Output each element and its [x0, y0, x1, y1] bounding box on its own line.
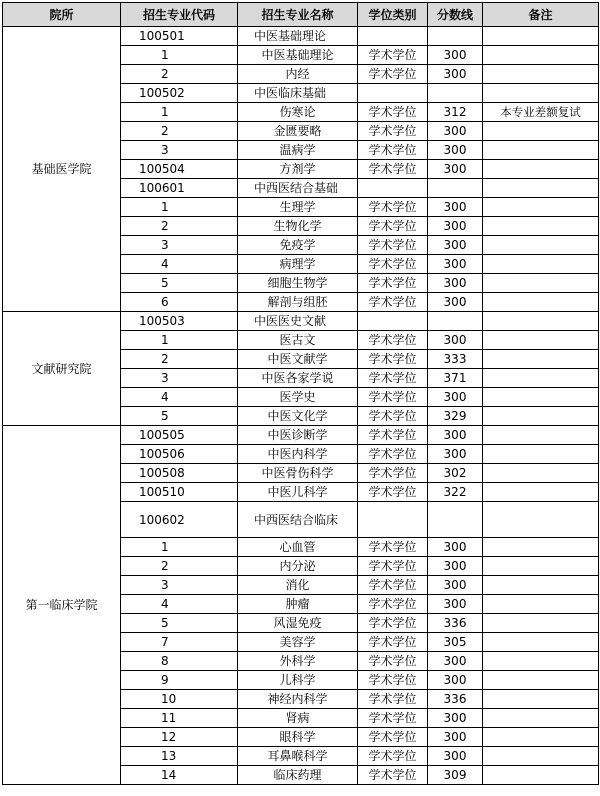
header-major-code: 招生专业代码: [121, 3, 238, 27]
note-cell: [483, 179, 599, 198]
score-line-cell: 300: [428, 557, 483, 576]
major-code-cell: 100508: [121, 464, 238, 483]
major-name-cell: 温病学: [238, 141, 358, 160]
major-code-cell: 10: [121, 690, 238, 709]
degree-type-cell: 学术学位: [358, 671, 428, 690]
score-line-cell: 300: [428, 728, 483, 747]
note-cell: [483, 614, 599, 633]
degree-type-cell: [358, 179, 428, 198]
major-code-cell: 2: [121, 65, 238, 84]
major-code-cell: 100502: [121, 84, 238, 103]
major-code-cell: 1: [121, 103, 238, 122]
score-line-cell: 300: [428, 576, 483, 595]
degree-type-cell: 学术学位: [358, 557, 428, 576]
score-line-cell: 302: [428, 464, 483, 483]
header-degree-type: 学位类别: [358, 3, 428, 27]
header-note: 备注: [483, 3, 599, 27]
admission-score-table: [2, 2, 599, 785]
score-line-cell: 300: [428, 274, 483, 293]
degree-type-cell: 学术学位: [358, 633, 428, 652]
score-line-cell: [428, 502, 483, 538]
degree-type-cell: 学术学位: [358, 331, 428, 350]
institute-cell: 基础医学院: [3, 27, 121, 312]
note-cell: [483, 27, 599, 46]
major-name-cell: 中医文化学: [238, 407, 358, 426]
score-line-cell: 300: [428, 217, 483, 236]
score-line-cell: 333: [428, 350, 483, 369]
major-code-cell: 100506: [121, 445, 238, 464]
major-code-cell: 7: [121, 633, 238, 652]
degree-type-cell: 学术学位: [358, 445, 428, 464]
major-code-cell: 100503: [121, 312, 238, 331]
major-code-cell: 3: [121, 369, 238, 388]
institute-cell: 第一临床学院: [3, 426, 121, 785]
table-row: [3, 312, 599, 331]
major-name-cell: 内分泌: [238, 557, 358, 576]
degree-type-cell: 学术学位: [358, 160, 428, 179]
degree-type-cell: 学术学位: [358, 709, 428, 728]
degree-type-cell: [358, 312, 428, 331]
score-line-cell: 329: [428, 407, 483, 426]
note-cell: [483, 331, 599, 350]
note-cell: [483, 538, 599, 557]
degree-type-cell: 学术学位: [358, 198, 428, 217]
major-code-cell: 5: [121, 614, 238, 633]
major-name-cell: 中医内科学: [238, 445, 358, 464]
major-name-cell: 消化: [238, 576, 358, 595]
major-code-cell: 1: [121, 331, 238, 350]
degree-type-cell: 学术学位: [358, 766, 428, 785]
score-line-cell: 336: [428, 690, 483, 709]
note-cell: [483, 407, 599, 426]
note-cell: [483, 312, 599, 331]
note-cell: [483, 633, 599, 652]
note-cell: [483, 728, 599, 747]
degree-type-cell: 学术学位: [358, 369, 428, 388]
note-cell: [483, 217, 599, 236]
major-code-cell: 14: [121, 766, 238, 785]
degree-type-cell: 学术学位: [358, 65, 428, 84]
major-name-cell: 医学史: [238, 388, 358, 407]
major-code-cell: 100510: [121, 483, 238, 502]
score-line-cell: 300: [428, 388, 483, 407]
degree-type-cell: 学术学位: [358, 274, 428, 293]
score-line-cell: 300: [428, 595, 483, 614]
score-line-cell: 371: [428, 369, 483, 388]
score-line-cell: 300: [428, 671, 483, 690]
institute-cell: 文献研究院: [3, 312, 121, 426]
major-code-cell: 3: [121, 141, 238, 160]
major-code-cell: 4: [121, 388, 238, 407]
degree-type-cell: 学术学位: [358, 538, 428, 557]
major-name-cell: 金匮要略: [238, 122, 358, 141]
header-row: [3, 3, 599, 27]
major-name-cell: 生物化学: [238, 217, 358, 236]
major-name-cell: 中医骨伤科学: [238, 464, 358, 483]
degree-type-cell: 学术学位: [358, 293, 428, 312]
note-cell: [483, 198, 599, 217]
major-name-cell: 免疫学: [238, 236, 358, 255]
table-header: [3, 3, 599, 27]
degree-type-cell: 学术学位: [358, 236, 428, 255]
header-score-line: 分数线: [428, 3, 483, 27]
score-line-cell: 336: [428, 614, 483, 633]
score-line-cell: [428, 312, 483, 331]
score-line-cell: 300: [428, 709, 483, 728]
major-code-cell: 5: [121, 274, 238, 293]
table-body: [3, 27, 599, 785]
major-name-cell: 耳鼻喉科学: [238, 747, 358, 766]
note-cell: [483, 426, 599, 445]
degree-type-cell: 学术学位: [358, 255, 428, 274]
note-cell: [483, 350, 599, 369]
major-name-cell: 中医基础理论: [238, 27, 358, 46]
degree-type-cell: 学术学位: [358, 388, 428, 407]
header-major-name: 招生专业名称: [238, 3, 358, 27]
score-line-cell: 322: [428, 483, 483, 502]
note-cell: [483, 293, 599, 312]
header-institute: 院所: [3, 3, 121, 27]
major-name-cell: 中医各家学说: [238, 369, 358, 388]
note-cell: [483, 141, 599, 160]
degree-type-cell: 学术学位: [358, 728, 428, 747]
major-code-cell: 2: [121, 557, 238, 576]
degree-type-cell: 学术学位: [358, 407, 428, 426]
degree-type-cell: 学术学位: [358, 576, 428, 595]
note-cell: [483, 557, 599, 576]
major-name-cell: 中医临床基础: [238, 84, 358, 103]
major-code-cell: 1: [121, 198, 238, 217]
major-code-cell: 5: [121, 407, 238, 426]
major-name-cell: 生理学: [238, 198, 358, 217]
score-line-cell: 300: [428, 538, 483, 557]
major-name-cell: 风湿免疫: [238, 614, 358, 633]
score-line-cell: 300: [428, 46, 483, 65]
note-cell: [483, 236, 599, 255]
major-name-cell: 肾病: [238, 709, 358, 728]
major-name-cell: 中西医结合临床: [238, 502, 358, 538]
major-name-cell: 神经内科学: [238, 690, 358, 709]
table-row: [3, 426, 599, 445]
major-code-cell: 8: [121, 652, 238, 671]
degree-type-cell: 学术学位: [358, 426, 428, 445]
major-name-cell: 美容学: [238, 633, 358, 652]
degree-type-cell: 学术学位: [358, 747, 428, 766]
major-code-cell: 11: [121, 709, 238, 728]
score-line-cell: 300: [428, 122, 483, 141]
score-table-container: [2, 2, 599, 785]
degree-type-cell: 学术学位: [358, 141, 428, 160]
major-name-cell: 中西医结合基础: [238, 179, 358, 198]
major-code-cell: 6: [121, 293, 238, 312]
score-line-cell: 300: [428, 65, 483, 84]
major-code-cell: 100601: [121, 179, 238, 198]
major-code-cell: 9: [121, 671, 238, 690]
note-cell: [483, 464, 599, 483]
note-cell: [483, 122, 599, 141]
major-code-cell: 100501: [121, 27, 238, 46]
score-line-cell: 300: [428, 445, 483, 464]
degree-type-cell: 学术学位: [358, 652, 428, 671]
degree-type-cell: [358, 84, 428, 103]
major-name-cell: 肿瘤: [238, 595, 358, 614]
note-cell: 本专业差额复试: [483, 103, 599, 122]
major-code-cell: 100602: [121, 502, 238, 538]
score-line-cell: 312: [428, 103, 483, 122]
major-name-cell: 解剖与组胚: [238, 293, 358, 312]
major-name-cell: 眼科学: [238, 728, 358, 747]
note-cell: [483, 46, 599, 65]
major-name-cell: 内经: [238, 65, 358, 84]
degree-type-cell: 学术学位: [358, 103, 428, 122]
degree-type-cell: 学术学位: [358, 122, 428, 141]
note-cell: [483, 483, 599, 502]
major-code-cell: 1: [121, 538, 238, 557]
major-name-cell: 中医儿科学: [238, 483, 358, 502]
major-code-cell: 13: [121, 747, 238, 766]
note-cell: [483, 445, 599, 464]
note-cell: [483, 388, 599, 407]
major-code-cell: 12: [121, 728, 238, 747]
degree-type-cell: [358, 27, 428, 46]
note-cell: [483, 595, 599, 614]
note-cell: [483, 160, 599, 179]
score-line-cell: 300: [428, 293, 483, 312]
degree-type-cell: [358, 502, 428, 538]
note-cell: [483, 747, 599, 766]
major-name-cell: 病理学: [238, 255, 358, 274]
degree-type-cell: 学术学位: [358, 217, 428, 236]
score-line-cell: 300: [428, 255, 483, 274]
score-line-cell: 309: [428, 766, 483, 785]
major-name-cell: 方剂学: [238, 160, 358, 179]
major-name-cell: 中医文献学: [238, 350, 358, 369]
major-name-cell: 中医诊断学: [238, 426, 358, 445]
note-cell: [483, 502, 599, 538]
major-name-cell: 中医基础理论: [238, 46, 358, 65]
table-row: [3, 27, 599, 46]
major-code-cell: 1: [121, 46, 238, 65]
major-name-cell: 细胞生物学: [238, 274, 358, 293]
score-line-cell: 300: [428, 198, 483, 217]
major-name-cell: 中医医史文献: [238, 312, 358, 331]
note-cell: [483, 84, 599, 103]
note-cell: [483, 255, 599, 274]
major-code-cell: 4: [121, 255, 238, 274]
major-name-cell: 临床药理: [238, 766, 358, 785]
score-line-cell: 300: [428, 160, 483, 179]
major-name-cell: 心血管: [238, 538, 358, 557]
major-code-cell: 2: [121, 217, 238, 236]
major-code-cell: 2: [121, 350, 238, 369]
note-cell: [483, 65, 599, 84]
degree-type-cell: 学术学位: [358, 464, 428, 483]
major-name-cell: 儿科学: [238, 671, 358, 690]
note-cell: [483, 690, 599, 709]
major-code-cell: 3: [121, 236, 238, 255]
score-line-cell: 300: [428, 426, 483, 445]
degree-type-cell: 学术学位: [358, 614, 428, 633]
major-name-cell: 医古文: [238, 331, 358, 350]
major-code-cell: 4: [121, 595, 238, 614]
score-line-cell: [428, 84, 483, 103]
score-line-cell: 300: [428, 747, 483, 766]
major-code-cell: 3: [121, 576, 238, 595]
degree-type-cell: 学术学位: [358, 595, 428, 614]
score-line-cell: 300: [428, 652, 483, 671]
degree-type-cell: 学术学位: [358, 690, 428, 709]
major-code-cell: 2: [121, 122, 238, 141]
note-cell: [483, 766, 599, 785]
note-cell: [483, 274, 599, 293]
note-cell: [483, 369, 599, 388]
score-line-cell: 300: [428, 236, 483, 255]
score-line-cell: [428, 27, 483, 46]
note-cell: [483, 709, 599, 728]
note-cell: [483, 671, 599, 690]
major-code-cell: 100505: [121, 426, 238, 445]
score-line-cell: [428, 179, 483, 198]
degree-type-cell: 学术学位: [358, 46, 428, 65]
major-name-cell: 外科学: [238, 652, 358, 671]
note-cell: [483, 576, 599, 595]
score-line-cell: 300: [428, 141, 483, 160]
major-name-cell: 伤寒论: [238, 103, 358, 122]
note-cell: [483, 652, 599, 671]
major-code-cell: 100504: [121, 160, 238, 179]
score-line-cell: 305: [428, 633, 483, 652]
degree-type-cell: 学术学位: [358, 483, 428, 502]
score-line-cell: 300: [428, 331, 483, 350]
degree-type-cell: 学术学位: [358, 350, 428, 369]
